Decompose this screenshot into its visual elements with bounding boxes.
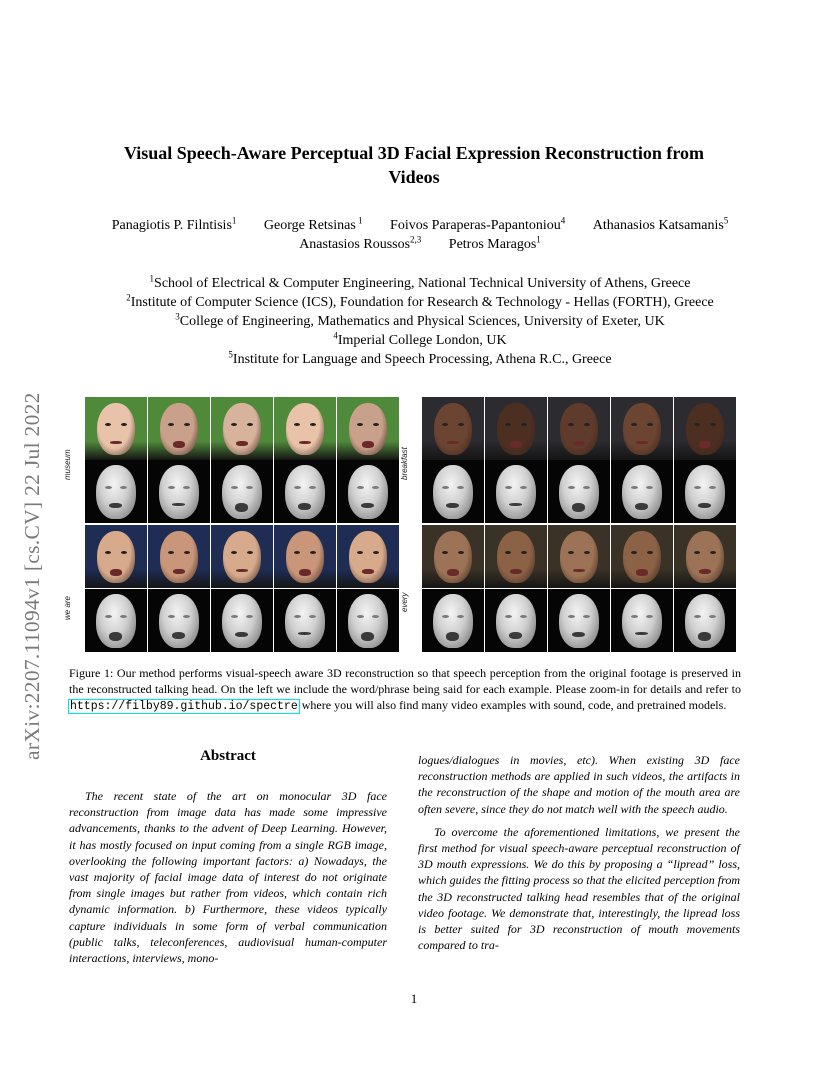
author-row-2 — [60, 235, 780, 254]
author-row-1 — [60, 216, 780, 235]
mesh-render-cell — [85, 589, 147, 652]
mesh-render-cell — [485, 460, 547, 523]
face-mesh — [348, 594, 388, 648]
mesh-render-cell — [485, 589, 547, 652]
mesh-render-cell — [337, 589, 399, 652]
mesh-render-cell — [274, 460, 336, 523]
word-label-breakfast: breakfast — [400, 447, 409, 480]
face-mesh — [159, 594, 199, 648]
face-photo — [97, 403, 135, 455]
face-mesh — [622, 465, 662, 519]
arxiv-stamp: arXiv:2207.11094v1 [cs.CV] 22 Jul 2022 — [20, 392, 44, 760]
face-mesh — [222, 465, 262, 519]
face-mesh — [285, 594, 325, 648]
mesh-render-cell — [674, 589, 736, 652]
abstract-text-right — [418, 752, 740, 953]
video-frame-cell — [85, 397, 147, 460]
figure-1-grid — [63, 397, 741, 654]
face-photo — [686, 531, 724, 583]
author: Petros Maragos$^1$ — [448, 234, 541, 252]
figure-panel-left — [63, 397, 399, 654]
abstract-heading: Abstract — [200, 748, 256, 764]
affiliation: $^1$School of Electrical & Computer Engineering, National Technical University of Athens, Greece — [149, 273, 691, 291]
mesh-render-cell — [148, 589, 210, 652]
word-label-museum: museum — [63, 449, 72, 480]
mesh-render-cell — [611, 460, 673, 523]
video-frame-cell — [211, 397, 273, 460]
author: Anastasios Roussos$^{2,3}$ — [299, 234, 422, 252]
mesh-render-cell — [674, 460, 736, 523]
figure-panel-right — [400, 397, 741, 654]
face-mesh — [496, 594, 536, 648]
face-mesh — [433, 465, 473, 519]
mesh-render-cell — [148, 460, 210, 523]
mesh-render-cell — [85, 460, 147, 523]
word-label-we-are: we are — [63, 595, 72, 620]
title-line-1: Visual Speech-Aware Perceptual 3D Facial Expression Reconstruction from — [123, 143, 705, 163]
author: George Retsinas $^1$ — [263, 215, 363, 233]
face-mesh — [685, 594, 725, 648]
video-frame-cell — [548, 397, 610, 460]
face-photo — [434, 531, 472, 583]
video-frame-cell — [422, 525, 484, 588]
video-frame-cell — [85, 525, 147, 588]
affiliation-list — [60, 274, 780, 369]
face-mesh — [348, 465, 388, 519]
video-frame-cell — [611, 525, 673, 588]
face-photo — [560, 403, 598, 455]
face-photo — [623, 403, 661, 455]
affiliation: $^2$Institute of Computer Science (ICS), Foundation for Research & Technology - Hellas (FORTH), Greece — [126, 292, 714, 310]
face-photo — [434, 403, 472, 455]
mesh-render-cell — [611, 589, 673, 652]
face-photo — [623, 531, 661, 583]
paper-title — [60, 141, 768, 189]
face-photo — [223, 531, 261, 583]
video-frame-cell — [674, 525, 736, 588]
face-mesh — [685, 465, 725, 519]
face-mesh — [622, 594, 662, 648]
mesh-render-cell — [211, 460, 273, 523]
face-mesh — [559, 594, 599, 648]
face-photo — [160, 531, 198, 583]
face-photo — [560, 531, 598, 583]
abstract-paragraph: To overcome the aforementioned limitations, we present the first method for visual speech-aware perceptual reconstruction of 3D mouth expressions. We do this by proposing a “lipread” loss, which guides the fitting process so that the elicited perception from the 3D reconstructed talking head resembles that of the original video footage. We demonstrate that, interestingly, the lipread loss is better suited for 3D reconstruction of mouth movements compared to tra- — [418, 824, 740, 953]
affiliation: $^5$Institute for Language and Speech Processing, Athena R.C., Greece — [228, 349, 612, 367]
video-frame-cell — [274, 397, 336, 460]
face-photo — [497, 531, 535, 583]
mesh-render-cell — [548, 460, 610, 523]
mesh-render-cell — [274, 589, 336, 652]
face-mesh — [433, 594, 473, 648]
abstract-text-left: The recent state of the art on monocular 3D face reconstruction from image data has made some impressive advancements, thanks to the advent of Deep Learning. However, it has mostly focused on input coming from a single RGB image, overlooking the following important factors: a) Nowadays, the vast majority of facial image data of interest do not originate from single images but rather from videos, which contain rich dynamic information. b) Furthermore, these videos typically capture individuals in some form of verbal communication (public talks, teleconferences, audiovisual human-computer interactions, interviews, mono- — [69, 789, 387, 966]
face-photo — [223, 403, 261, 455]
video-frame-cell — [611, 397, 673, 460]
video-frame-cell — [485, 525, 547, 588]
author: Panagiotis P. Filntisis$^1$ — [111, 215, 237, 233]
mesh-render-cell — [422, 460, 484, 523]
figure-caption: Figure 1: Our method performs visual-speech aware 3D reconstruction so that speech perception from the original footage is preserved in the reconstructed talking head. On the left we include the word/phrase being said for each example. Please zoom-in for details and refer to https://filby89.github.io/spectre where you will also find many video examples with sound, code, and pretrained models. — [69, 666, 741, 713]
face-mesh — [159, 465, 199, 519]
face-mesh — [496, 465, 536, 519]
face-mesh — [222, 594, 262, 648]
video-frame-cell — [211, 525, 273, 588]
mesh-render-cell — [422, 589, 484, 652]
mesh-render-cell — [211, 589, 273, 652]
face-photo — [497, 403, 535, 455]
video-frame-cell — [274, 525, 336, 588]
face-photo — [686, 403, 724, 455]
project-link[interactable]: https://filby89.github.io/spectre — [70, 700, 298, 713]
author: Athanasios Katsamanis$^5$ — [592, 215, 729, 233]
video-frame-cell — [148, 397, 210, 460]
face-mesh — [285, 465, 325, 519]
title-line-2: Videos — [388, 167, 440, 187]
face-photo — [349, 531, 387, 583]
video-frame-cell — [548, 525, 610, 588]
mesh-render-cell — [548, 589, 610, 652]
face-photo — [286, 531, 324, 583]
word-label-every: every — [400, 592, 409, 612]
author: Foivos Paraperas-Papantoniou$^4$ — [390, 215, 566, 233]
affiliation: $^4$Imperial College London, UK — [333, 330, 507, 348]
abstract-paragraph: logues/dialogues in movies, etc). When existing 3D face reconstruction methods are applied in such videos, the artifacts in the reconstruction of the shape and motion of the mouth area are often severe, since they do not match well with the speech audio. — [418, 753, 740, 816]
mesh-render-cell — [337, 460, 399, 523]
face-mesh — [96, 594, 136, 648]
face-mesh — [559, 465, 599, 519]
video-frame-cell — [337, 397, 399, 460]
face-photo — [160, 403, 198, 455]
affiliation: $^3$College of Engineering, Mathematics and Physical Sciences, University of Exeter, UK — [175, 311, 665, 329]
video-frame-cell — [674, 397, 736, 460]
video-frame-cell — [148, 525, 210, 588]
video-frame-cell — [337, 525, 399, 588]
face-photo — [97, 531, 135, 583]
video-frame-cell — [485, 397, 547, 460]
face-mesh — [96, 465, 136, 519]
page-number: 1 — [410, 991, 418, 1006]
author-list — [60, 216, 780, 254]
face-photo — [286, 403, 324, 455]
face-photo — [349, 403, 387, 455]
video-frame-cell — [422, 397, 484, 460]
